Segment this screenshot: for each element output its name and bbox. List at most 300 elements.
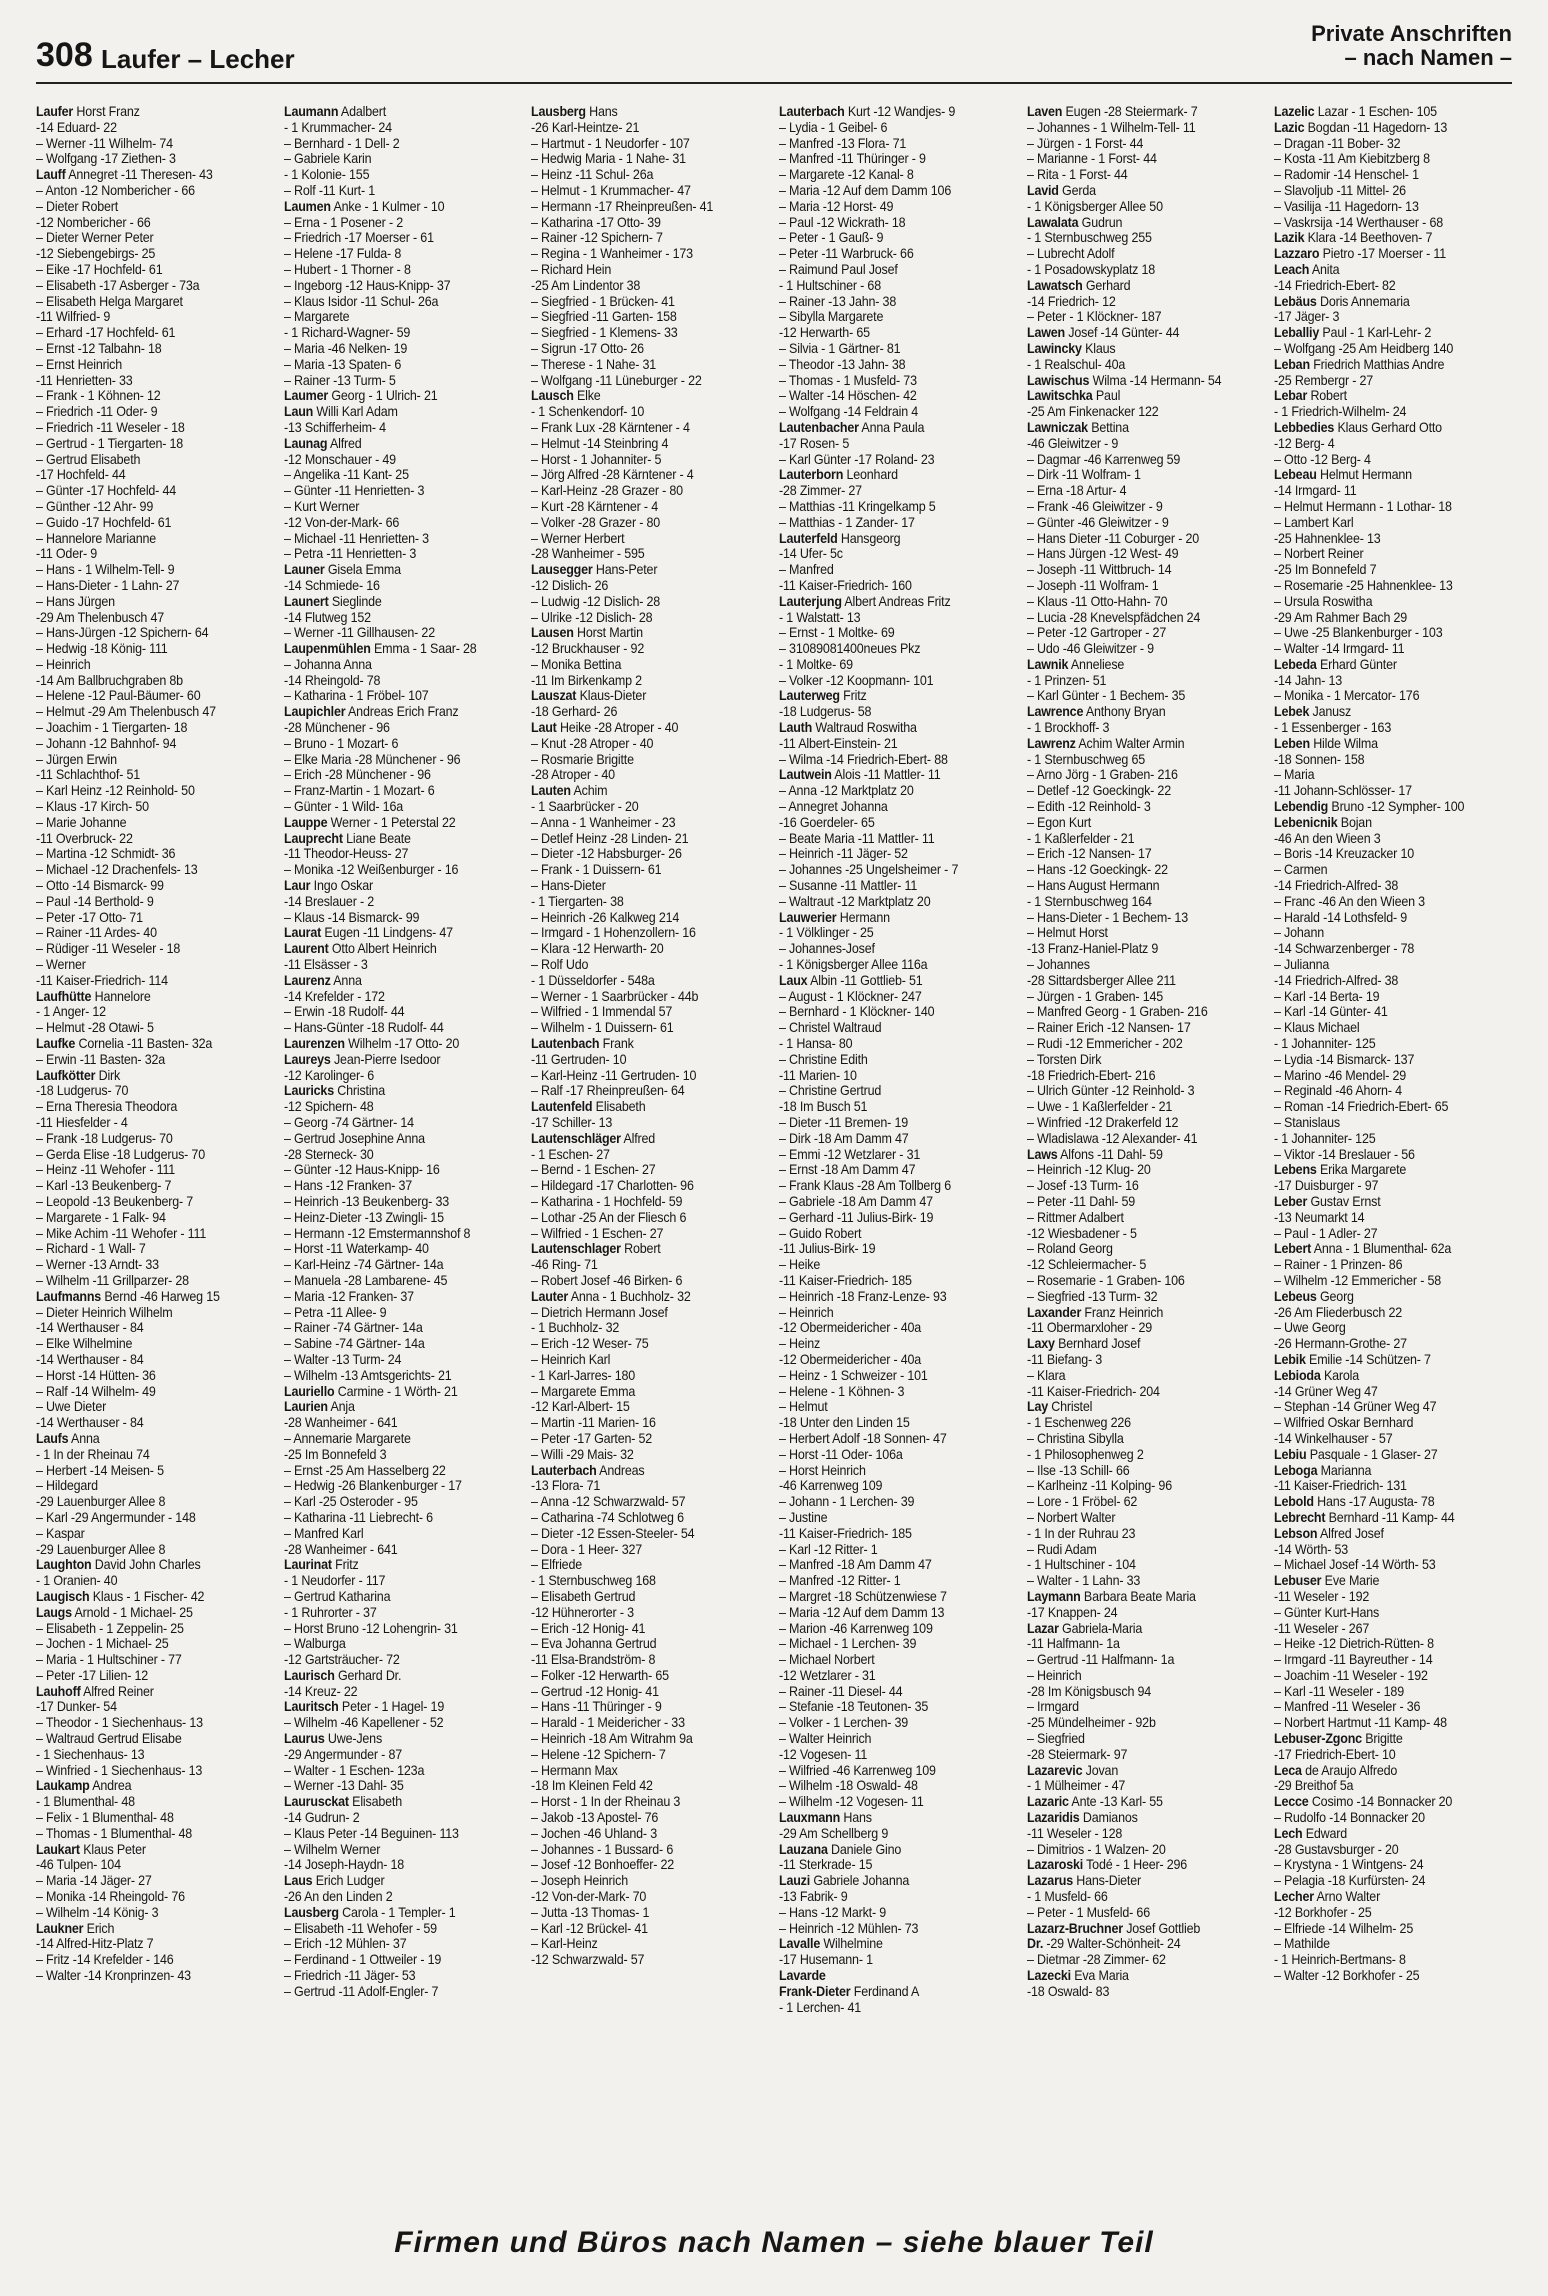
- directory-entry: – Walter -12 Borkhofer - 25: [1274, 1968, 1420, 1984]
- surname: Lautenschläger: [531, 1130, 622, 1146]
- surname: Lauten: [531, 783, 572, 799]
- directory-entry: - 1 Oranien- 40: [36, 1573, 118, 1589]
- directory-entry: – Karl -13 Beukenberg- 7: [36, 1178, 172, 1194]
- directory-entry: -11 Obermarxloher - 29: [1026, 1320, 1152, 1336]
- directory-entry: – Günter -11 Henrietten- 3: [283, 483, 424, 499]
- directory-entry: – Rita - 1 Forst- 44: [1026, 167, 1128, 183]
- directory-entry: – Hans Dieter -11 Coburger - 20: [1026, 530, 1199, 546]
- directory-entry: – Irmgard -11 Bayreuther - 14: [1274, 1652, 1433, 1668]
- directory-entry: -17 Husemann- 1: [779, 1952, 873, 1968]
- directory-entry: Lebäus Doris Annemaria: [1274, 293, 1411, 309]
- directory-entry: Lauriello Carmine - 1 Wörth- 21: [283, 1383, 458, 1399]
- directory-entry: Lebendig Bruno -12 Sympher- 100: [1274, 799, 1465, 815]
- directory-entry: -13 Neumarkt 14: [1274, 1209, 1365, 1225]
- directory-entry: Lazelic Lazar - 1 Eschen- 105: [1274, 104, 1438, 119]
- directory-entry: – Manfred -11 Thüringer - 9: [779, 151, 926, 167]
- directory-entry: – Heinrich -11 Jäger- 52: [779, 846, 908, 862]
- directory-entry: Lebar Robert: [1274, 388, 1348, 404]
- directory-entry: – Jochen - 1 Michael- 25: [36, 1636, 169, 1652]
- directory-entry: – Ludwig -12 Dislich- 28: [531, 593, 661, 609]
- directory-entry: -13 Franz-Haniel-Platz 9: [1026, 941, 1158, 957]
- directory-entry: -17 Hochfeld- 44: [36, 467, 126, 483]
- directory-entry: – Maria -12 Auf dem Damm 13: [779, 1604, 945, 1620]
- directory-entry: – Norbert Walter: [1026, 1509, 1115, 1525]
- directory-entry: Leach Anita: [1274, 261, 1340, 277]
- directory-entry: – Christine Edith: [779, 1051, 868, 1067]
- directory-entry: -14 Wörth- 53: [1274, 1541, 1349, 1557]
- directory-entry: – Maria -12 Auf dem Damm 106: [779, 182, 952, 198]
- directory-entry: – Sibylla Margarete: [779, 309, 884, 325]
- directory-entry: Lauritsch Peter - 1 Hagel- 19: [283, 1699, 444, 1715]
- directory-entry: - 1 Brockhoff- 3: [1026, 720, 1109, 736]
- directory-entry: – Friedrich -17 Moerser - 61: [283, 230, 434, 246]
- directory-entry: -46 Tulpen- 104: [36, 1857, 121, 1873]
- directory-entry: Lauhoff Alfred Reiner: [36, 1683, 154, 1699]
- directory-entry: Laufhütte Hannelore: [36, 988, 151, 1004]
- directory-entry: -18 Ludgerus- 58: [779, 704, 872, 720]
- directory-entry: – Heike: [779, 1257, 821, 1273]
- directory-entry: - 1 In der Rheinau 74: [36, 1446, 150, 1462]
- directory-entry: – Richard - 1 Wall- 7: [36, 1241, 146, 1257]
- directory-entry: – Peter - 1 Gauß- 9: [779, 230, 884, 246]
- directory-entry: – Jochen -46 Uhland- 3: [531, 1825, 658, 1841]
- surname: Lauppe: [283, 814, 328, 830]
- directory-entry: – Volker -28 Grazer - 80: [531, 514, 661, 530]
- directory-entry: – Elisabeth Helga Margaret: [36, 293, 183, 309]
- directory-entry: Lauzana Daniele Gino: [779, 1841, 902, 1857]
- directory-entry: – Rainer -11 Ardes- 40: [36, 925, 157, 941]
- surname: Laur: [283, 878, 311, 894]
- directory-entry: Laugs Arnold - 1 Michael- 25: [36, 1604, 193, 1620]
- directory-entry: Lawrenz Achim Walter Armin: [1026, 735, 1185, 751]
- directory-entry: -18 Im Busch 51: [779, 1099, 868, 1115]
- directory-entry: -28 Wanheimer - 641: [283, 1541, 398, 1557]
- directory-entry: – Bernd - 1 Eschen- 27: [531, 1162, 656, 1178]
- directory-entry: – Siegfried -13 Turm- 32: [1026, 1288, 1158, 1304]
- directory-entry: -14 Schwarzenberger - 78: [1274, 941, 1415, 957]
- directory-entry: – Werner -11 Gillhausen- 22: [283, 625, 435, 641]
- directory-entry: Lauzi Gabriele Johanna: [779, 1873, 910, 1889]
- directory-entry: -28 Wanheimer - 595: [531, 546, 645, 562]
- directory-entry: -12 Wiesbadener - 5: [1026, 1225, 1137, 1241]
- directory-entry: – Joseph -11 Wittbruch- 14: [1026, 562, 1172, 578]
- directory-entry: Lauxmann Hans: [779, 1810, 872, 1826]
- directory-entry: – Gertrud -11 Halfmann- 1a: [1026, 1652, 1174, 1668]
- directory-entry: Lazarz-Bruchner Josef Gottlieb: [1026, 1920, 1200, 1936]
- surname: Lautenschlager: [531, 1241, 622, 1257]
- directory-entry: -25 Hahnenklee- 13: [1274, 530, 1381, 546]
- directory-entry: -25 Am Lindentor 38: [531, 277, 641, 293]
- directory-entry: – Maria -12 Franken- 37: [283, 1288, 414, 1304]
- directory-entry: Lebert Anna - 1 Blumenthal- 62a: [1274, 1241, 1452, 1257]
- directory-entry: -17 Schiller- 13: [531, 1115, 613, 1130]
- surname: Lautenfeld: [531, 1099, 593, 1115]
- directory-entry: Lauter Anna - 1 Buchholz- 32: [531, 1288, 691, 1304]
- directory-entry: – Lydia -14 Bismarck- 137: [1274, 1051, 1415, 1067]
- surname: Leca: [1274, 1762, 1303, 1778]
- surname: Lauriello: [283, 1383, 335, 1399]
- directory-entry: Frank-Dieter Ferdinand A: [779, 1983, 920, 1999]
- directory-entry: – Karl Heinz -12 Reinhold- 50: [36, 783, 195, 799]
- directory-entry: Lauricks Christina: [283, 1083, 385, 1099]
- directory-entry: – Dieter -11 Bremen- 19: [779, 1115, 909, 1130]
- directory-entry: – Ernst -25 Am Hasselberg 22: [283, 1462, 446, 1478]
- directory-entry: Lausberg Hans: [531, 104, 618, 119]
- directory-entry: -28 Sittardsberger Allee 211: [1026, 972, 1176, 988]
- directory-entry: – Georg -74 Gärtner- 14: [283, 1115, 414, 1130]
- directory-entry: -28 Wanheimer - 641: [283, 1415, 398, 1431]
- directory-entry: – Maria - 1 Hultschiner - 77: [36, 1652, 182, 1668]
- directory-entry: Lawatsch Gerhard: [1026, 277, 1131, 293]
- directory-entry: -11 Sterkrade- 15: [779, 1857, 873, 1873]
- directory-entry: - 1 Walstatt- 13: [779, 609, 861, 625]
- directory-entry: – Werner -13 Dahl- 35: [283, 1778, 404, 1794]
- directory-entry: – Helmut -28 Otawi- 5: [36, 1020, 154, 1036]
- directory-entry: - 1 Lerchen- 41: [779, 1999, 862, 2015]
- directory-entry: -28 Im Königsbusch 94: [1026, 1683, 1151, 1699]
- directory-entry: Lawrence Anthony Bryan: [1026, 704, 1166, 720]
- directory-entry: Lebenicnik Bojan: [1274, 814, 1373, 830]
- directory-entry: -29 Lauenburger Allee 8: [36, 1541, 166, 1557]
- directory-entry: – Joachim - 1 Tiergarten- 18: [36, 720, 188, 736]
- directory-entry: Dr. -29 Walter-Schönheit- 24: [1026, 1936, 1181, 1952]
- directory-entry: Laven Eugen -28 Steiermark- 7: [1026, 104, 1198, 119]
- directory-entry: -11 Johann-Schlösser- 17: [1274, 783, 1413, 799]
- surname: Lebuser-Zgonc: [1274, 1731, 1363, 1747]
- directory-entry: -14 Friedrich-Alfred- 38: [1274, 972, 1399, 988]
- directory-entry: – Richard Hein: [531, 261, 612, 277]
- directory-entry: – Lambert Karl: [1274, 514, 1354, 530]
- directory-entry: Laugisch Klaus - 1 Fischer- 42: [36, 1588, 205, 1604]
- directory-entry: Launert Sieglinde: [283, 593, 382, 609]
- directory-entry: – Ernst -12 Talbahn- 18: [36, 340, 162, 356]
- directory-entry: - 1 Philosophenweg 2: [1026, 1446, 1144, 1462]
- surname: Lazzaro: [1274, 246, 1320, 262]
- directory-entry: – Felix - 1 Blumenthal- 48: [36, 1810, 174, 1826]
- directory-entry: – Elfriede -14 Wilhelm- 25: [1274, 1920, 1414, 1936]
- directory-entry: – Gertrud Elisabeth: [36, 451, 141, 467]
- directory-entry: – Rainer Erich -12 Nansen- 17: [1026, 1020, 1191, 1036]
- directory-entry: – Heinrich: [779, 1304, 834, 1320]
- directory-entry: – Hans -12 Goeckingk- 22: [1026, 862, 1168, 878]
- directory-entry: – Johann: [1274, 925, 1325, 941]
- directory-entry: – Karl -29 Angermunder - 148: [36, 1509, 196, 1525]
- directory-entry: – Wilhelm Werner: [283, 1841, 380, 1857]
- directory-entry: – Uwe - 1 Kaßlerfelder - 21: [1026, 1099, 1172, 1115]
- directory-entry: – Boris -14 Kreuzacker 10: [1274, 846, 1415, 862]
- directory-entry: – Karl-Heinz -11 Gertruden- 10: [531, 1067, 697, 1083]
- directory-entry: Laymann Barbara Beate Maria: [1026, 1588, 1196, 1604]
- surname: Lazarz-Bruchner: [1026, 1920, 1123, 1936]
- surname: Lazik: [1274, 230, 1305, 246]
- directory-entry: Lebeda Erhard Günter: [1274, 656, 1398, 672]
- directory-entry: – Matthias - 1 Zander- 17: [779, 514, 915, 530]
- directory-entry: -12 Borkhofer - 25: [1274, 1904, 1372, 1920]
- directory-entry: -46 An den Wieen 3: [1274, 830, 1381, 846]
- directory-entry: – Walter -14 Kronprinzen- 43: [36, 1968, 191, 1984]
- directory-entry: – Manfred -11 Weseler - 36: [1274, 1699, 1421, 1715]
- directory-entry: Laurenz Anna: [283, 972, 362, 988]
- section-title: [1311, 22, 1512, 70]
- directory-entry: – Theodor - 1 Siechenhaus- 13: [36, 1715, 203, 1731]
- directory-entry: – Maria -12 Horst- 49: [779, 198, 894, 214]
- surname: Lebert: [1274, 1241, 1312, 1257]
- directory-entry: – Lydia - 1 Geibel- 6: [779, 119, 888, 135]
- directory-entry: – Heinrich Karl: [531, 1351, 611, 1367]
- surname: Laurinat: [283, 1557, 332, 1573]
- directory-entry: – Radomir -14 Henschel- 1: [1274, 167, 1420, 183]
- surname: Lausch: [531, 388, 575, 404]
- surname: Laurusckat: [283, 1794, 349, 1810]
- directory-entry: -29 Am Rahmer Bach 29: [1274, 609, 1408, 625]
- directory-entry: Laxander Franz Heinrich: [1026, 1304, 1163, 1320]
- directory-entry: Lausen Horst Martin: [531, 625, 644, 641]
- surname: Laux: [779, 972, 808, 988]
- directory-entry: – Volker - 1 Lerchen- 39: [779, 1715, 909, 1731]
- directory-entry: – Johannes: [1026, 957, 1090, 973]
- directory-column-5: [1027, 104, 1263, 2204]
- surname: Lausen: [531, 625, 575, 641]
- directory-entry: – Christine Gertrud: [779, 1083, 882, 1099]
- directory-entry: – Catharina -74 Schlotweg 6: [531, 1509, 685, 1525]
- directory-entry: – Ulrike -12 Dislich- 28: [531, 609, 653, 625]
- directory-entry: Laufer Horst Franz: [36, 104, 140, 119]
- directory-entry: -17 Friedrich-Ebert- 10: [1274, 1746, 1396, 1762]
- directory-entry: Lebeau Helmut Hermann: [1274, 467, 1413, 483]
- directory-entry: Lawen Josef -14 Günter- 44: [1026, 325, 1179, 341]
- directory-entry: - 1 Johanniter- 125: [1274, 1036, 1376, 1052]
- directory-entry: -46 Gleiwitzer - 9: [1026, 435, 1118, 451]
- directory-entry: – Friedrich -11 Oder- 9: [36, 404, 158, 420]
- directory-entry: - 1 Sternbuschweg 168: [531, 1573, 657, 1589]
- surname: Lawincky: [1026, 340, 1082, 356]
- directory-entry: – Elke Maria -28 Münchener - 96: [283, 751, 461, 767]
- directory-entry: – Jakob -13 Apostel- 76: [531, 1810, 659, 1826]
- directory-entry: – Karl -14 Günter- 41: [1274, 1004, 1388, 1020]
- directory-entry: – Slavoljub -11 Mittel- 26: [1274, 182, 1407, 198]
- directory-entry: -17 Jäger- 3: [1274, 309, 1340, 325]
- surname: Laufs: [36, 1430, 69, 1446]
- directory-entry: – Werner: [36, 957, 86, 973]
- directory-entry: – Ingeborg -12 Haus-Knipp- 37: [283, 277, 451, 293]
- directory-entry: – Norbert Reiner: [1274, 546, 1364, 562]
- directory-entry: – Anna - 1 Wanheimer - 23: [531, 814, 676, 830]
- surname: Lebioda: [1274, 1367, 1321, 1383]
- directory-entry: – Helmut - 1 Krummacher- 47: [531, 182, 692, 198]
- directory-entry: – Rudolfo -14 Bonnacker 20: [1274, 1810, 1426, 1826]
- directory-entry: – Siegfried: [1026, 1731, 1085, 1747]
- surname: Lazaroski: [1026, 1857, 1083, 1873]
- directory-entry: - 1 Kaßlerfelder - 21: [1026, 830, 1135, 846]
- directory-entry: -13 Flora- 71: [531, 1478, 601, 1494]
- directory-entry: – Helmut Horst: [1026, 925, 1108, 941]
- directory-entry: - 1 Realschul- 40a: [1026, 356, 1125, 372]
- directory-entry: -25 Am Finkenacker 122: [1026, 404, 1159, 420]
- surname: Lebiu: [1274, 1446, 1307, 1462]
- directory-entry: – Marianne - 1 Forst- 44: [1026, 151, 1157, 167]
- directory-entry: – Mathilde: [1274, 1936, 1331, 1952]
- directory-entry: – Johannes - 1 Bussard- 6: [531, 1841, 674, 1857]
- directory-entry: – Wolfgang -25 Am Heidberg 140: [1274, 340, 1454, 356]
- directory-entry: – Günter -46 Gleiwitzer - 9: [1026, 514, 1169, 530]
- directory-entry: – Michael -11 Henrietten- 3: [283, 530, 429, 546]
- surname: Dr.: [1026, 1936, 1043, 1952]
- directory-entry: Laumen Anke - 1 Kulmer - 10: [283, 198, 445, 214]
- directory-entry: – Roman -14 Friedrich-Ebert- 65: [1274, 1099, 1449, 1115]
- directory-entry: -17 Knappen- 24: [1026, 1604, 1118, 1620]
- directory-entry: [779, 1968, 1015, 1984]
- directory-entry: – Horst Bruno -12 Lohengrin- 31: [283, 1620, 458, 1636]
- directory-entry: – Ralf -14 Wilhelm- 49: [36, 1383, 156, 1399]
- directory-entry: -14 Am Ballbruchgraben 8b: [36, 672, 183, 688]
- directory-entry: – Frank - 1 Duissern- 61: [531, 862, 662, 878]
- surname: Laufkötter: [36, 1067, 96, 1083]
- directory-entry: – Erwin -11 Basten- 32a: [36, 1051, 166, 1067]
- directory-entry: – Klaus -14 Bismarck- 99: [283, 909, 419, 925]
- directory-entry: – Jörg Alfred -28 Kärntener - 4: [531, 467, 694, 483]
- directory-entry: -14 Friedrich-Ebert- 82: [1274, 277, 1396, 293]
- directory-entry: – Knut -28 Atroper - 40: [531, 735, 654, 751]
- directory-entry: – Elisabeth -11 Wehofer - 59: [283, 1920, 437, 1936]
- directory-entry: -29 Angermunder - 87: [283, 1746, 402, 1762]
- directory-entry: Laughton David John Charles: [36, 1557, 201, 1573]
- directory-entry: Lauwerier Hermann: [779, 909, 890, 925]
- directory-entry: – Siegfried - 1 Klemens- 33: [531, 325, 678, 341]
- directory-entry: – Rittmer Adalbert: [1026, 1209, 1124, 1225]
- directory-entry: -14 Rheingold- 78: [283, 672, 380, 688]
- directory-entry: – Maria -13 Spaten- 6: [283, 356, 401, 372]
- directory-entry: Lauterfeld Hansgeorg: [779, 530, 901, 546]
- directory-entry: – Heinz-Dieter -13 Zwingli- 15: [283, 1209, 444, 1225]
- directory-entry: – Fritz -14 Krefelder - 146: [36, 1952, 174, 1968]
- directory-entry: Lawalata Gudrun: [1026, 214, 1122, 230]
- surname: Leban: [1274, 356, 1311, 372]
- directory-entry: Lautenbacher Anna Paula: [779, 419, 925, 435]
- directory-entry: – 31089081400neues Pkz: [779, 641, 921, 657]
- directory-entry: – Erna Theresia Theodora: [36, 1099, 178, 1115]
- directory-entry: – Friedrich -11 Weseler - 18: [36, 419, 185, 435]
- directory-entry: Lausch Elke: [531, 388, 601, 404]
- directory-entry: – Peter - 1 Klöckner- 187: [1026, 309, 1162, 325]
- directory-entry: – Johann -12 Bahnhof- 94: [36, 735, 177, 751]
- directory-entry: – Heinrich -12 Klug- 20: [1026, 1162, 1151, 1178]
- surname: Lecher: [1274, 1889, 1315, 1905]
- surname: Lauzi: [779, 1873, 811, 1889]
- directory-entry: - 1 Musfeld- 66: [1026, 1889, 1108, 1905]
- directory-entry: – Günter -12 Haus-Knipp- 16: [283, 1162, 440, 1178]
- directory-entry: – Peter -17 Otto- 71: [36, 909, 143, 925]
- directory-entry: Lazaridis Damianos: [1026, 1810, 1138, 1826]
- directory-entry: – Dirk -18 Am Damm 47: [779, 1130, 909, 1146]
- surname: Lazaric: [1026, 1794, 1069, 1810]
- directory-entry: -18 Oswald- 83: [1026, 1983, 1109, 1999]
- directory-entry: -11 Weseler - 267: [1274, 1620, 1370, 1636]
- directory-entry: – Rainer -11 Diesel- 44: [779, 1683, 903, 1699]
- directory-entry: Lebiu Pasquale - 1 Glaser- 27: [1274, 1446, 1438, 1462]
- directory-entry: – Dietmar -28 Zimmer- 62: [1026, 1952, 1166, 1968]
- directory-entry: – Karl -12 Ritter- 1: [779, 1541, 878, 1557]
- surname: Laxy: [1026, 1336, 1055, 1352]
- directory-entry: – Thomas - 1 Musfeld- 73: [779, 372, 917, 388]
- directory-entry: – Monika -12 Weißenburger - 16: [283, 862, 458, 878]
- surname: Laufmanns: [36, 1288, 102, 1304]
- directory-entry: - 1 Eschen- 27: [531, 1146, 611, 1162]
- directory-entry: – Peter -12 Gartroper - 27: [1026, 625, 1166, 641]
- directory-entry: – Hans Jürgen -12 West- 49: [1026, 546, 1179, 562]
- directory-entry: – Heinrich: [36, 656, 91, 672]
- directory-entry: – Manfred -12 Ritter- 1: [779, 1573, 901, 1589]
- directory-entry: Leben Hilde Wilma: [1274, 735, 1379, 751]
- directory-entry: – Annemarie Margarete: [283, 1430, 411, 1446]
- directory-entry: – Manfred Georg - 1 Graben- 216: [1026, 1004, 1208, 1020]
- directory-entry: Lebold Hans -17 Augusta- 78: [1274, 1494, 1435, 1510]
- directory-entry: – Dieter -12 Habsburger- 26: [531, 846, 683, 862]
- directory-entry: Lauten Achim: [531, 783, 608, 799]
- directory-entry: Lawnik Anneliese: [1026, 656, 1124, 672]
- directory-entry: – Horst -11 Oder- 106a: [779, 1446, 903, 1462]
- directory-entry: – Rainer -12 Spichern- 7: [531, 230, 664, 246]
- surname: Lebson: [1274, 1525, 1318, 1541]
- directory-entry: – Walter -14 Irmgard- 11: [1274, 641, 1405, 657]
- directory-entry: – Karl Günter - 1 Bechem- 35: [1026, 688, 1185, 704]
- directory-entry: – Hedwig -18 König- 111: [36, 641, 168, 657]
- directory-entry: – Egon Kurt: [1026, 814, 1091, 830]
- directory-entry: – Rosemarie - 1 Graben- 106: [1026, 1272, 1185, 1288]
- surname: Lebeau: [1274, 467, 1318, 483]
- surname: Lebendig: [1274, 799, 1329, 815]
- directory-entry: – Hermann -17 Rheinpreußen- 41: [531, 198, 714, 214]
- surname: Lauprecht: [283, 830, 343, 846]
- directory-entry: – Wolfgang -14 Feldrain 4: [779, 404, 919, 420]
- directory-entry: – Kurt -28 Kärntener - 4: [531, 498, 659, 514]
- directory-entry: – Rainer -13 Jahn- 38: [779, 293, 897, 309]
- directory-entry: Lazaroski Todé - 1 Heer- 296: [1026, 1857, 1187, 1873]
- directory-entry: Lavid Gerda: [1026, 182, 1096, 198]
- directory-entry: – Otto -12 Berg- 4: [1274, 451, 1372, 467]
- directory-entry: – Ralf -17 Rheinpreußen- 64: [531, 1083, 685, 1099]
- directory-entry: – Viktor -14 Breslauer - 56: [1274, 1146, 1416, 1162]
- surname: Laun: [283, 404, 313, 420]
- section-title-line-1: Private Anschriften: [1311, 21, 1512, 46]
- surname: Lautwein: [779, 767, 832, 783]
- directory-entry: – Christina Sibylla: [1026, 1430, 1124, 1446]
- directory-entry: – Guido -17 Hochfeld- 61: [36, 514, 172, 530]
- surname: Laurenz: [283, 972, 331, 988]
- directory-entry: -12 Schwarzwald- 57: [531, 1952, 645, 1968]
- directory-entry: – Karl -14 Berta- 19: [1274, 988, 1380, 1004]
- directory-entry: – Erwin -18 Rudolf- 44: [283, 1004, 405, 1020]
- directory-entry: – Joseph -11 Wolfram- 1: [1026, 577, 1159, 593]
- surname: Lech: [1274, 1825, 1303, 1841]
- directory-entry: – Horst Heinrich: [779, 1462, 866, 1478]
- directory-entry: – Maria -46 Nelken- 19: [283, 340, 407, 356]
- directory-entry: -11 Gertruden- 10: [531, 1051, 627, 1067]
- directory-entry: -12 Obermeidericher - 40a: [779, 1320, 922, 1336]
- directory-entry: – Helmut Hermann - 1 Lothar- 18: [1274, 498, 1453, 514]
- surname: Lavid: [1026, 182, 1059, 198]
- directory-entry: – Klara -12 Herwarth- 20: [531, 941, 664, 957]
- surname: Laumer: [283, 388, 328, 404]
- directory-entry: – Manfred Karl: [283, 1525, 364, 1541]
- directory-entry: - 1 Schenkendorf- 10: [531, 404, 645, 420]
- directory-entry: -46 Ring- 71: [531, 1257, 598, 1273]
- directory-entry: -14 Werthauser - 84: [36, 1351, 144, 1367]
- directory-entry: – Walter Heinrich: [779, 1731, 872, 1747]
- directory-entry: – Wilhelm -12 Vogesen- 11: [779, 1794, 924, 1810]
- directory-entry: – Bernhard - 1 Dell- 2: [283, 135, 400, 151]
- page-range-title: Laufer – Lecher: [101, 44, 295, 74]
- directory-entry: – Winfried -12 Drakerfeld 12: [1026, 1115, 1178, 1130]
